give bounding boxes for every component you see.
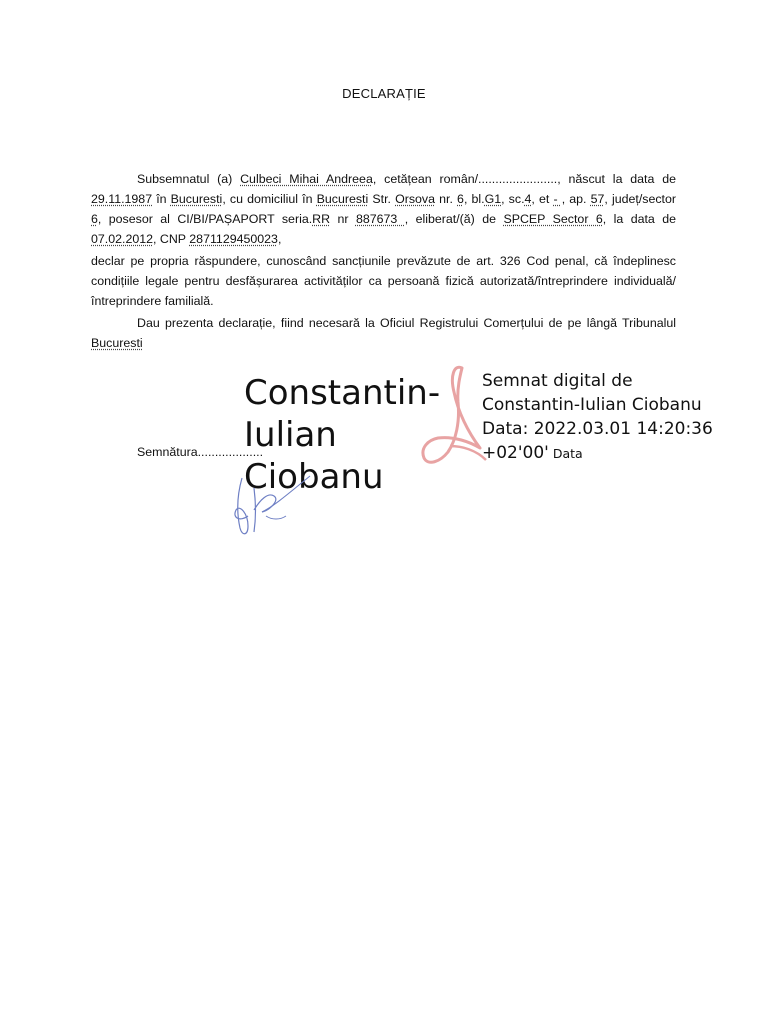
field-issuer: SPCEP Sector 6 xyxy=(503,212,603,226)
field-floor: - xyxy=(553,192,562,206)
field-block: G1 xyxy=(484,192,502,206)
field-issue-date: 07.02.2012 xyxy=(91,232,154,246)
field-number: 6 xyxy=(457,192,464,206)
signature-label: Semnătura................... xyxy=(137,445,264,459)
declarant-details-paragraph: Subsemnatul (a) Culbeci Mihai Andreea, cetățean român/......................., născut la data de 29.11.1987 în Bucuresti, cu domiciliul în Bucuresti Str. Orsova nr. 6, bl.G1, sc.4, et - , ap. 57, județ/sector 6, posesor al CI/BI/PAȘAPORT seria.RR nr 887673 , eliberat/(ă) de SPCEP Sector 6, la data de 07.02.2012, CNP 2871129450023, xyxy=(91,172,677,246)
field-id-number: 887673 xyxy=(355,212,405,226)
field-court-city: Bucuresti xyxy=(91,336,143,350)
handwritten-signature-icon xyxy=(226,470,316,545)
field-id-series: RR xyxy=(312,212,331,226)
field-apartment: 57 xyxy=(590,192,605,206)
purpose-paragraph: Dau prezenta declarație, fiind necesară la Oficiul Registrului Comerțului de pe lângă Tribunalul Bucuresti xyxy=(91,316,676,350)
field-cnp: 2871129450023 xyxy=(189,232,278,246)
field-street: Orsova xyxy=(395,192,436,206)
signer-name-large: Constantin- Iulian Ciobanu xyxy=(244,373,441,497)
field-stair: 4 xyxy=(524,192,532,206)
document-title: DECLARAȚIE xyxy=(342,86,426,101)
field-name: Culbeci Mihai Andreea xyxy=(240,172,373,186)
digital-signature-info: Semnat digital de Constantin-Iulian Ciobanu Data: 2022.03.01 14:20:36 +02'00' Data xyxy=(482,371,713,463)
field-city: Bucuresti xyxy=(316,192,369,206)
field-birth-city: Bucuresti xyxy=(170,192,223,206)
declaration-paragraph: declar pe propria răspundere, cunoscând sancțiunile prevăzute de art. 326 Cod penal, că îndeplinesc condițiile legale pentru desfășurarea activităților ca persoană fizică autorizată/întreprindere individuală/întreprindere familială. xyxy=(91,254,676,308)
field-sector: 6 xyxy=(91,212,98,226)
field-birth-date: 29.11.1987 xyxy=(91,192,153,206)
